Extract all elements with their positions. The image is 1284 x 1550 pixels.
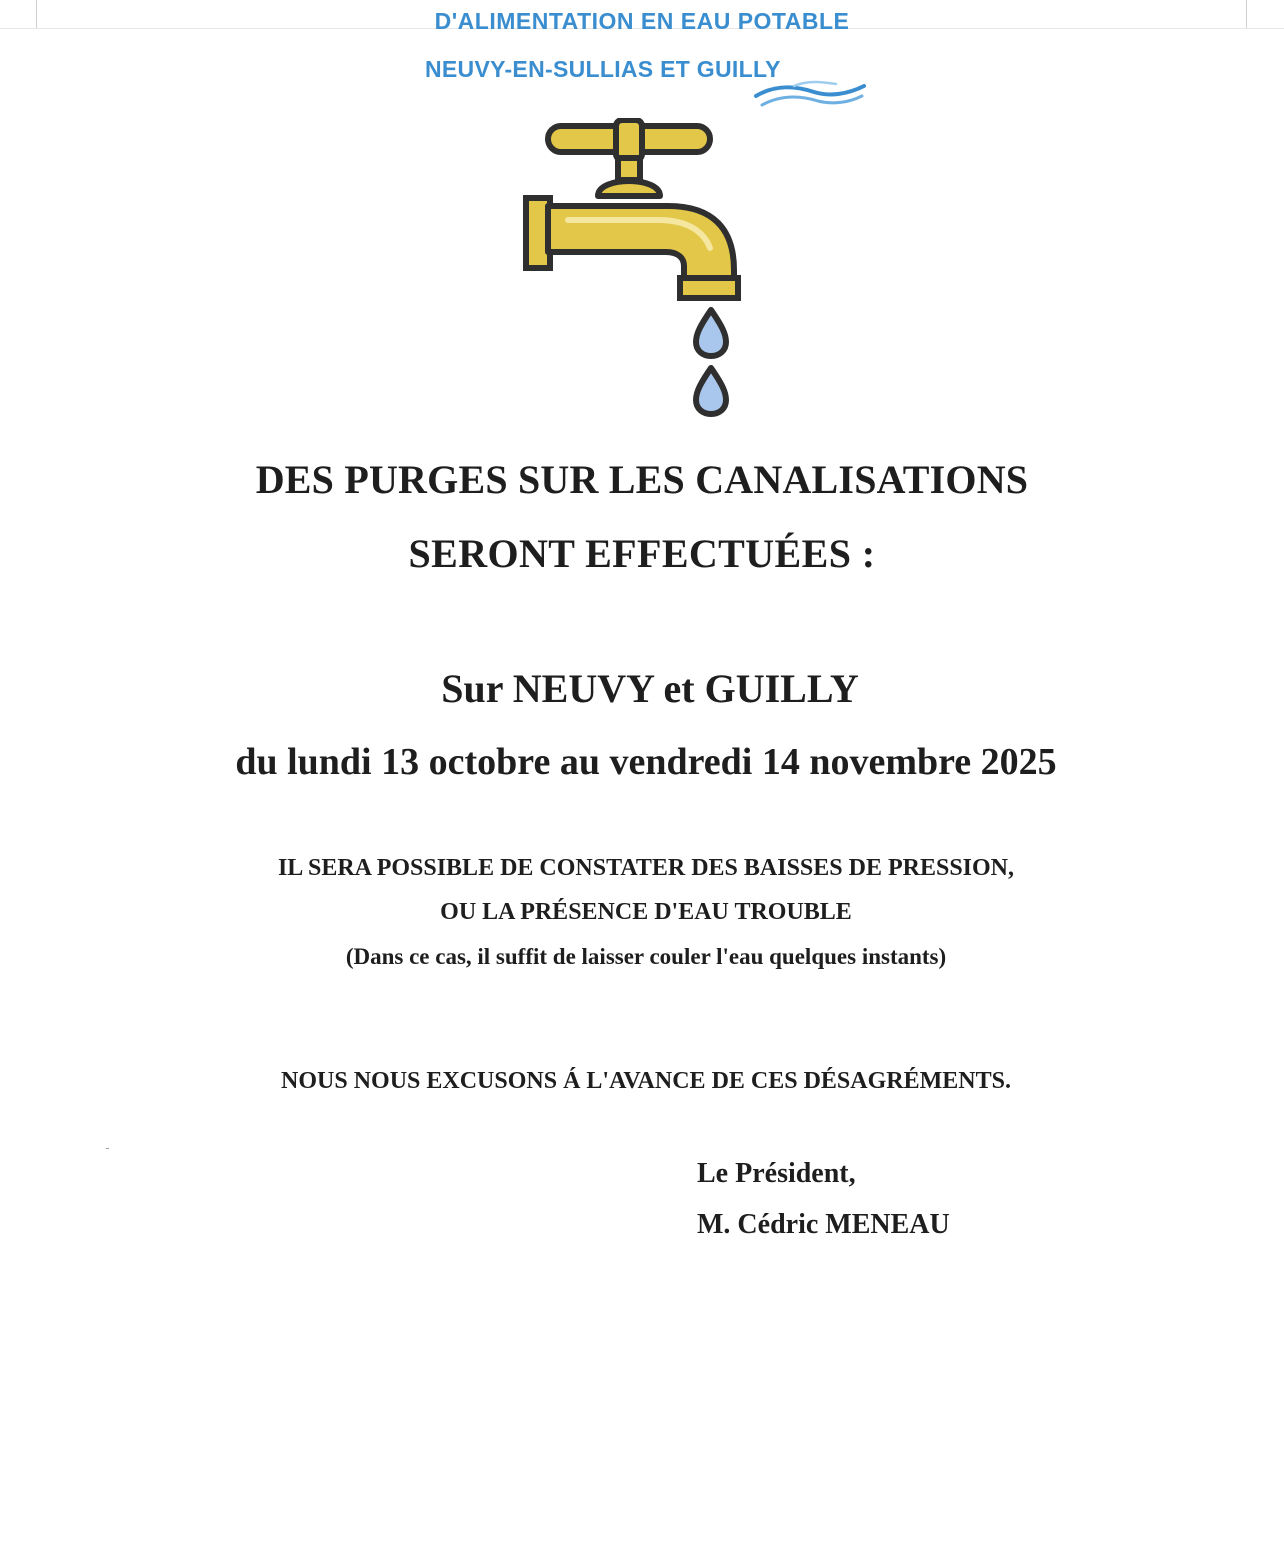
header-org-name: NEUVY-EN-SULLIAS ET GUILLY: [425, 56, 781, 82]
notice-apology: NOUS NOUS EXCUSONS Á L'AVANCE DE CES DÉSAGRÉMENTS.: [281, 1068, 1011, 1094]
notice-title-line2: SERONT EFFECTUÉES :: [408, 531, 876, 576]
notice-info-line3: (Dans ce cas, il suffit de laisser couler l'eau quelques instants): [345, 944, 947, 969]
header-org-line: D'ALIMENTATION EN EAU POTABLE: [434, 12, 850, 30]
notice-title-line1: DES PURGES SUR LES CANALISATIONS: [255, 457, 1029, 502]
notice-place: Sur NEUVY et GUILLY: [441, 666, 859, 711]
notice-info-line1: IL SERA POSSIBLE DE CONSTATER DES BAISSES DE PRESSION,: [277, 855, 1015, 881]
signature-role: Le Président,: [697, 1158, 856, 1189]
dripping-faucet-icon: [518, 118, 748, 418]
notice-dates: du lundi 13 octobre au vendredi 14 novembre 2025: [235, 741, 1057, 783]
signature-name: M. Cédric MENEAU: [697, 1209, 950, 1240]
water-waves-icon: [752, 74, 868, 112]
notice-info-line2: OU LA PRÉSENCE D'EAU TROUBLE: [440, 899, 852, 925]
scan-speck: [106, 1148, 109, 1149]
